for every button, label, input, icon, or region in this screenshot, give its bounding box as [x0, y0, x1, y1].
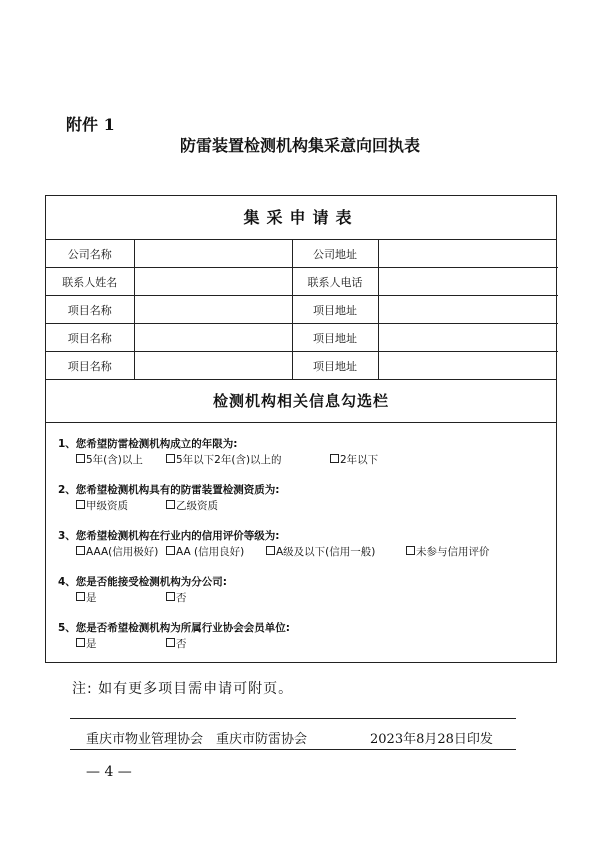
- row-label: 项目地址: [292, 324, 378, 352]
- table-row: [46, 352, 558, 380]
- option-choice[interactable]: [166, 452, 282, 468]
- checkbox[interactable]: [76, 546, 85, 555]
- checkbox[interactable]: [166, 546, 175, 555]
- option-label: AAA(信用极好): [86, 546, 159, 558]
- option-label: 否: [176, 638, 187, 650]
- table-row: [46, 324, 558, 352]
- question-text: 3、您希望检测机构在行业内的信用评价等级为:: [58, 530, 280, 542]
- option-choice[interactable]: [76, 498, 128, 514]
- row-value-field[interactable]: [134, 324, 292, 352]
- row-value-field[interactable]: [378, 268, 558, 296]
- checkbox[interactable]: [406, 546, 415, 555]
- question-item: [58, 482, 556, 514]
- checkbox[interactable]: [166, 592, 175, 601]
- row-value-field[interactable]: [134, 240, 292, 268]
- checkbox[interactable]: [76, 500, 85, 509]
- option-choice[interactable]: [166, 636, 187, 652]
- option-label: 5年以下2年(含)以上的: [176, 454, 282, 466]
- footer-date: 2023年8月28日印发: [370, 732, 493, 747]
- option-choice[interactable]: [166, 498, 218, 514]
- option-choice[interactable]: [266, 544, 375, 560]
- question-item: [58, 620, 556, 652]
- option-choice[interactable]: [330, 452, 378, 468]
- row-value-field[interactable]: [378, 352, 558, 380]
- page-number: — 4 —: [86, 764, 132, 780]
- option-choice[interactable]: [406, 544, 490, 560]
- row-label: 公司地址: [292, 240, 378, 268]
- option-label: 2年以下: [340, 454, 379, 466]
- row-value-field[interactable]: [378, 296, 558, 324]
- option-choice[interactable]: [76, 452, 143, 468]
- option-label: 未参与信用评价: [416, 546, 490, 558]
- table-row: [46, 296, 558, 324]
- footer-bottom-rule: [70, 749, 516, 750]
- option-label: A级及以下(信用一般): [276, 546, 376, 558]
- question-text: 4、您是否能接受检测机构为分公司:: [58, 576, 228, 588]
- checkbox[interactable]: [76, 454, 85, 463]
- option-label: 是: [86, 638, 97, 650]
- table-row: [46, 240, 558, 268]
- row-label: 项目名称: [46, 324, 134, 352]
- question-item: [58, 528, 556, 560]
- question-item: [58, 436, 556, 468]
- question-item: [58, 574, 556, 606]
- option-label: 乙级资质: [176, 500, 218, 512]
- option-choice[interactable]: [166, 590, 187, 606]
- row-label: 联系人姓名: [46, 268, 134, 296]
- table-row: [46, 268, 558, 296]
- application-form: [45, 195, 557, 663]
- checkbox[interactable]: [166, 454, 175, 463]
- row-label: 公司名称: [46, 240, 134, 268]
- option-choice[interactable]: [76, 544, 158, 560]
- checkbox[interactable]: [330, 454, 339, 463]
- question-text: 1、您希望防雷检测机构成立的年限为:: [58, 438, 238, 450]
- row-value-field[interactable]: [134, 352, 292, 380]
- option-label: AA (信用良好): [176, 546, 245, 558]
- questions-area: [46, 423, 556, 652]
- option-choice[interactable]: [76, 636, 97, 652]
- question-text: 5、您是否希望检测机构为所属行业协会会员单位:: [58, 622, 291, 634]
- row-value-field[interactable]: [134, 268, 292, 296]
- row-label: 项目地址: [292, 296, 378, 324]
- note-text: 注: 如有更多项目需申请可附页。: [72, 681, 294, 697]
- option-label: 否: [176, 592, 187, 604]
- attachment-label: 附件 1: [66, 115, 115, 134]
- info-table: [46, 240, 558, 379]
- option-choice[interactable]: [76, 590, 97, 606]
- row-label: 项目地址: [292, 352, 378, 380]
- option-label: 5年(含)以上: [86, 454, 143, 466]
- footer-top-rule: [70, 718, 516, 719]
- row-value-field[interactable]: [378, 240, 558, 268]
- option-label: 是: [86, 592, 97, 604]
- checkbox[interactable]: [166, 500, 175, 509]
- row-label: 联系人电话: [292, 268, 378, 296]
- row-label: 项目名称: [46, 296, 134, 324]
- question-text: 2、您希望检测机构具有的防雷装置检测资质为:: [58, 484, 280, 496]
- row-value-field[interactable]: [378, 324, 558, 352]
- row-label: 项目名称: [46, 352, 134, 380]
- checkbox[interactable]: [76, 592, 85, 601]
- row-value-field[interactable]: [134, 296, 292, 324]
- document-title: 防雷装置检测机构集采意向回执表: [179, 136, 420, 155]
- footer-organizations: 重庆市物业管理协会 重庆市防雷协会: [86, 732, 308, 747]
- checkbox[interactable]: [266, 546, 275, 555]
- section-header: 检测机构相关信息勾选栏: [46, 379, 556, 423]
- form-header: 集采申请表: [46, 196, 556, 240]
- option-choice[interactable]: [166, 544, 244, 560]
- option-label: 甲级资质: [86, 500, 128, 512]
- checkbox[interactable]: [166, 638, 175, 647]
- checkbox[interactable]: [76, 638, 85, 647]
